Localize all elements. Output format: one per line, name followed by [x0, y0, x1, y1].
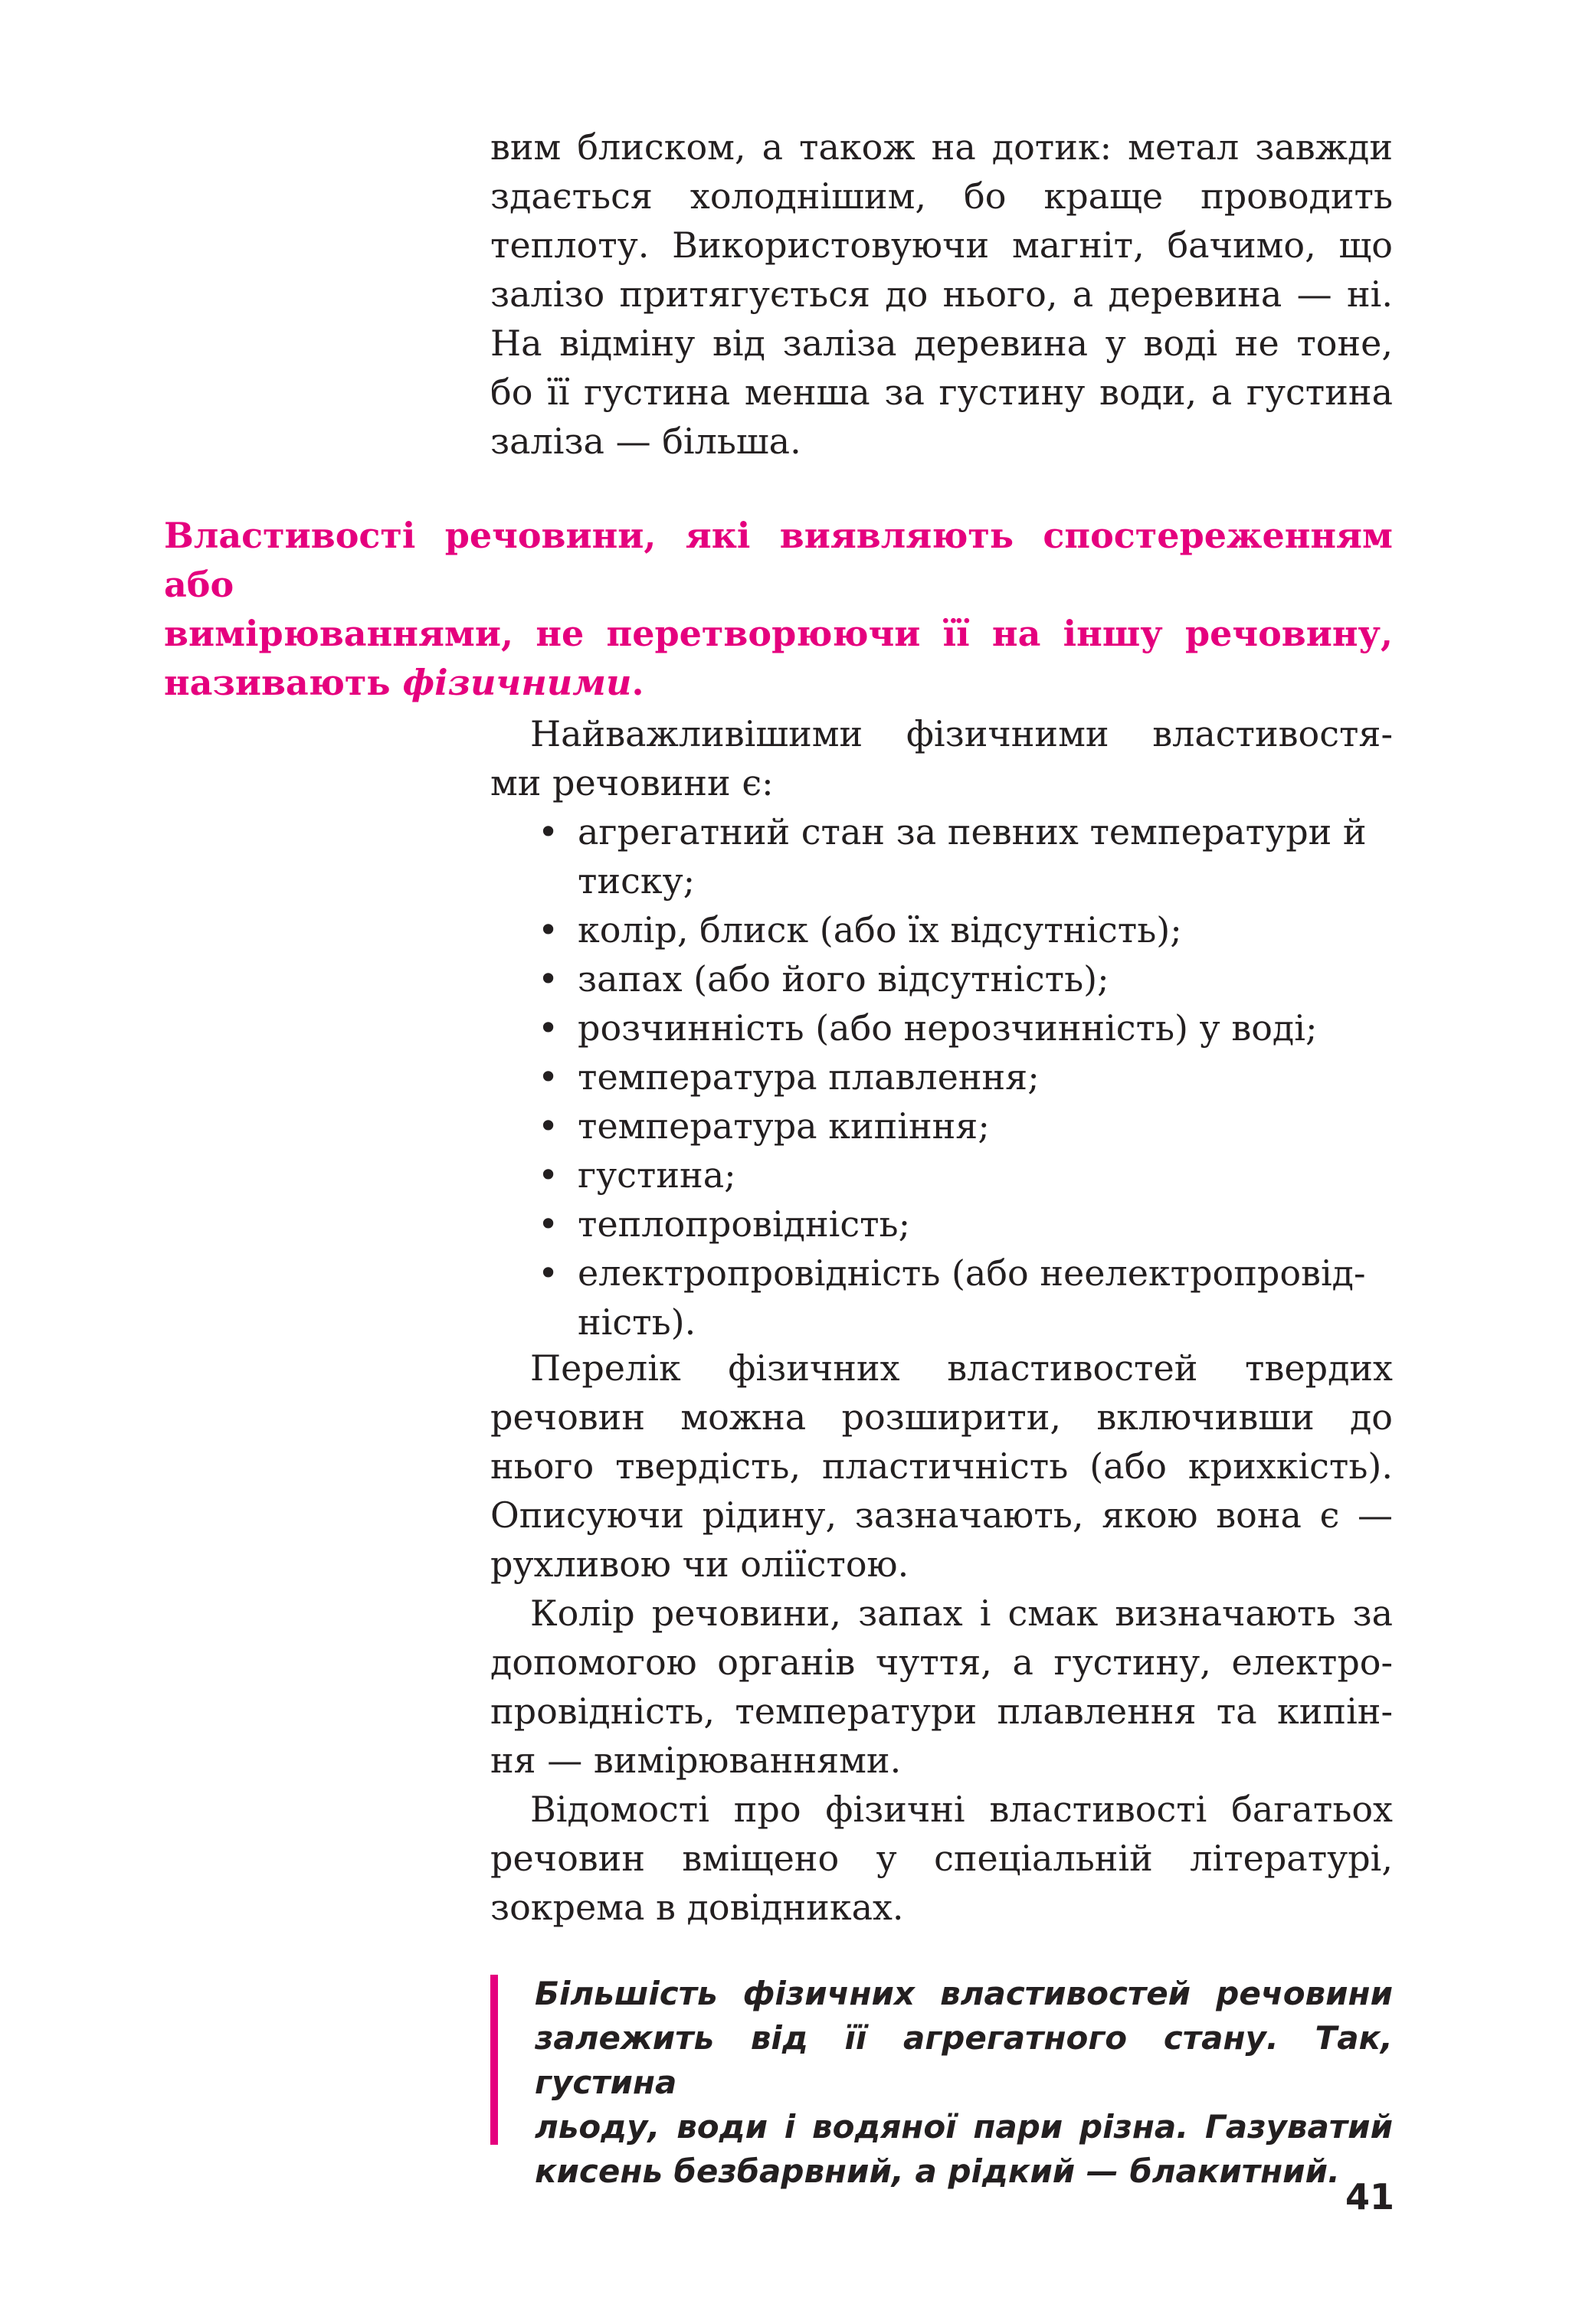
text-line: речовин можна розширити, включивши до	[490, 1396, 1393, 1438]
list-item	[490, 1101, 1393, 1151]
text-line: нього твердість, пластичність (або крихкість).	[490, 1445, 1393, 1487]
definition-line: Властивості речовини, які виявляють спостереженням або	[164, 515, 1393, 605]
text-line: речовин вміщено у спеціальній літературі,	[490, 1838, 1393, 1879]
list-item	[490, 1003, 1393, 1052]
bullet-icon: •	[538, 958, 559, 1000]
list-item-text: температура кипіння;	[578, 1105, 990, 1147]
text-line: бо її густина менша за густину води, а густина	[490, 372, 1393, 413]
body-paragraph	[490, 1344, 1393, 1589]
list-item	[490, 1200, 1393, 1249]
definition-line: вимірюваннями, не перетворюючи її на іншу речовину,	[164, 613, 1393, 654]
list-item	[490, 954, 1393, 1003]
text-line: допомогою органів чуття, а густину, електро-	[490, 1642, 1393, 1683]
text-line: Колір речовини, запах і смак визначають за	[530, 1592, 1393, 1634]
bullet-icon: •	[538, 1154, 559, 1196]
text-line: Перелік фізичних властивостей твердих	[530, 1347, 1393, 1389]
text-line: теплоту. Використовуючи магніт, бачимо, що	[490, 224, 1393, 266]
list-item-text: густина;	[578, 1154, 736, 1196]
bullet-icon: •	[538, 909, 559, 951]
list-item	[490, 905, 1393, 954]
list-item	[490, 1249, 1393, 1347]
list-item-text: ність).	[578, 1301, 696, 1343]
list-item-text: теплопровідність;	[578, 1203, 911, 1245]
list-item	[490, 1151, 1393, 1200]
bullet-icon: •	[538, 811, 559, 853]
text-line: Описуючи рідину, зазначають, якою вона є —	[490, 1494, 1393, 1536]
text-line: вим блиском, а також на дотик: метал завжди	[490, 126, 1393, 168]
body-paragraph	[490, 1589, 1393, 1785]
note-callout	[535, 1972, 1393, 2194]
definition-term: фізичними	[402, 662, 632, 703]
list-item	[490, 807, 1393, 905]
lead-paragraph	[490, 709, 1393, 807]
note-accent-bar	[490, 1975, 498, 2145]
definition-highlight	[164, 511, 1393, 707]
bullet-icon: •	[538, 1203, 559, 1245]
list-item	[490, 1052, 1393, 1101]
text-line: зокрема в довідниках.	[490, 1887, 904, 1928]
page-number: 41	[1345, 2176, 1394, 2218]
list-item-text: електропровідність (або неелектропровід-	[578, 1252, 1366, 1294]
list-item-text: колір, блиск (або їх відсутність);	[578, 909, 1182, 951]
intro-paragraph	[490, 123, 1393, 466]
list-item-text: тиску;	[578, 860, 696, 902]
definition-text: називають	[164, 662, 403, 703]
list-item-text: температура плавлення;	[578, 1056, 1040, 1098]
list-item-text: агрегатний стан за певних температури й	[578, 811, 1367, 853]
text-line: рухливою чи оліїстою.	[490, 1543, 909, 1585]
definition-text: .	[631, 662, 644, 703]
text-line: заліза — більша.	[490, 421, 801, 462]
text-line: залізо притягується до нього, а деревина — ні.	[490, 273, 1393, 315]
definition-line	[164, 658, 1393, 707]
note-line: льоду, води і водяної пари різна. Газуватий	[535, 2108, 1393, 2146]
list-item-text: розчинність (або нерозчинність) у воді;	[578, 1007, 1318, 1049]
bullet-icon: •	[538, 1105, 559, 1147]
text-line: провідність, температури плавлення та кипін-	[490, 1691, 1393, 1732]
body-paragraph	[490, 1785, 1393, 1932]
bullet-icon: •	[538, 1007, 559, 1049]
text-line: Найважливішими фізичними властивостя-	[530, 713, 1393, 754]
properties-list	[490, 807, 1393, 1347]
text-line: ня — вимірюваннями.	[490, 1740, 902, 1781]
text-line: На відміну від заліза деревина у воді не тоне,	[490, 322, 1393, 364]
list-item-text: запах (або його відсутність);	[578, 958, 1109, 1000]
bullet-icon: •	[538, 1056, 559, 1098]
text-line: здається холоднішим, бо краще проводить	[490, 175, 1393, 217]
note-line: Більшість фізичних властивостей речовини	[535, 1975, 1393, 2012]
note-line: кисень безбарвний, а рідкий — блакитний.	[535, 2152, 1340, 2190]
note-line: залежить від її агрегатного стану. Так, густина	[535, 2019, 1393, 2101]
text-line: Відомості про фізичні властивості багатьох	[530, 1789, 1393, 1830]
text-line: ми речовини є:	[490, 762, 774, 804]
bullet-icon: •	[538, 1252, 559, 1294]
